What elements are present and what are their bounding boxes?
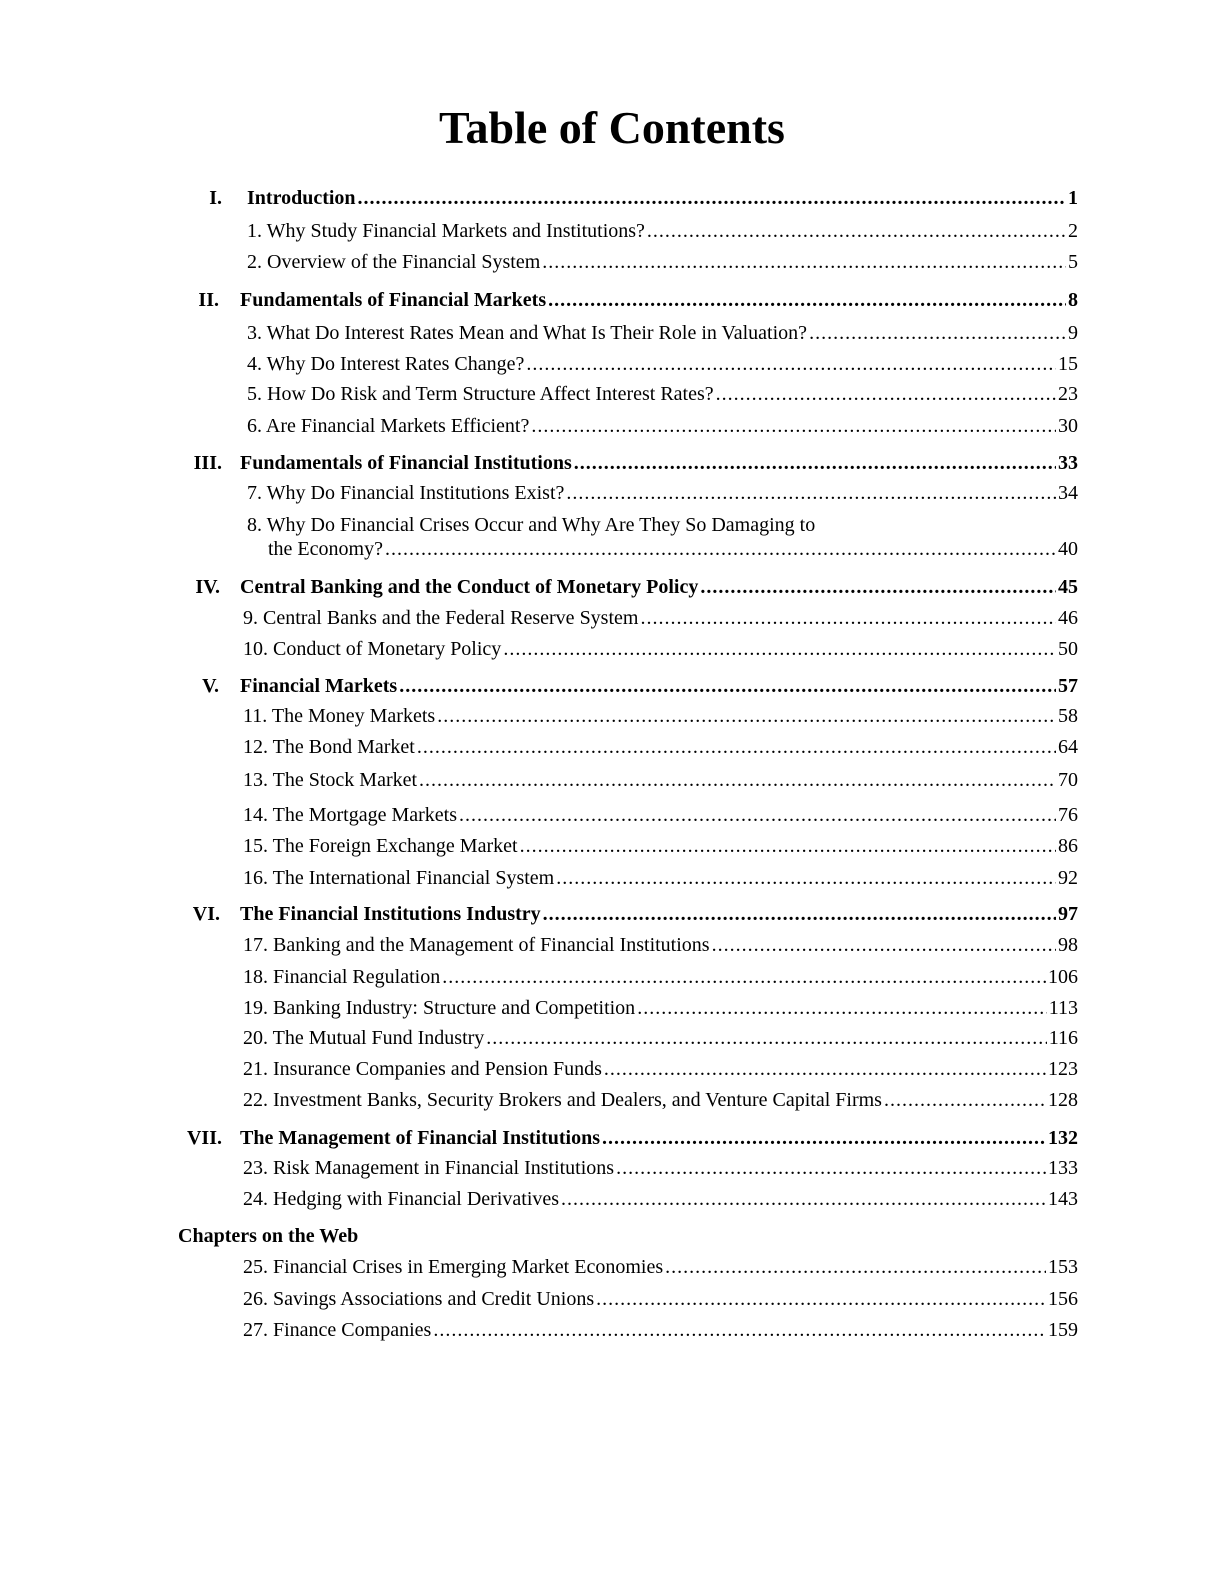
dot-leader bbox=[884, 1087, 1046, 1113]
chapter-entry-title-continued: the Economy? bbox=[268, 538, 383, 560]
part-number: II. bbox=[198, 289, 219, 311]
chapter-entry-page-number: 156 bbox=[1048, 1288, 1078, 1310]
dot-leader bbox=[556, 865, 1056, 891]
part-entry-title: Central Banking and the Conduct of Monetary Policy bbox=[240, 576, 699, 598]
part-entry-page-number: 1 bbox=[1068, 187, 1078, 209]
part-entry bbox=[240, 450, 1078, 476]
chapter-entry-title: 24. Hedging with Financial Derivatives bbox=[243, 1188, 560, 1210]
dot-leader bbox=[665, 1254, 1046, 1280]
part-number: III. bbox=[193, 452, 222, 474]
chapter-entry-title: 21. Insurance Companies and Pension Funds bbox=[243, 1058, 602, 1080]
part-entry bbox=[240, 574, 1078, 600]
dot-leader bbox=[604, 1056, 1046, 1082]
chapter-entry-title: 1. Why Study Financial Markets and Institutions? bbox=[247, 220, 645, 242]
dot-leader bbox=[616, 1155, 1046, 1181]
part-entry-title: Financial Markets bbox=[240, 675, 398, 697]
part-entry-page-number: 45 bbox=[1058, 576, 1078, 598]
chapter-entry-title: 12. The Bond Market bbox=[243, 736, 415, 758]
chapter-entry bbox=[243, 1056, 1078, 1082]
page-title: Table of Contents bbox=[439, 102, 785, 153]
web-chapters-heading: Chapters on the Web bbox=[178, 1225, 359, 1247]
part-number: I. bbox=[209, 187, 222, 209]
dot-leader bbox=[543, 901, 1056, 927]
part-entry bbox=[240, 287, 1078, 313]
chapter-entry-page-number: 98 bbox=[1058, 934, 1078, 956]
dot-leader bbox=[809, 320, 1066, 346]
chapter-entry bbox=[243, 1186, 1078, 1212]
chapter-entry-title: 2. Overview of the Financial System bbox=[247, 251, 541, 273]
chapter-entry-page-number: 9 bbox=[1068, 322, 1078, 344]
chapter-entry-title: 4. Why Do Interest Rates Change? bbox=[247, 353, 525, 375]
part-number: VI. bbox=[192, 903, 220, 925]
chapter-entry-page-number: 23 bbox=[1058, 383, 1078, 405]
chapter-entry-title: 7. Why Do Financial Institutions Exist? bbox=[247, 482, 565, 504]
part-entry bbox=[247, 185, 1078, 211]
part-entry bbox=[240, 1125, 1078, 1151]
chapter-entry-page-number: 30 bbox=[1058, 415, 1078, 437]
chapter-entry bbox=[268, 536, 1078, 562]
chapter-entry-title: 22. Investment Banks, Security Brokers and Dealers, and Venture Capital Firms bbox=[243, 1089, 882, 1111]
dot-leader bbox=[531, 413, 1056, 439]
chapter-entry bbox=[243, 995, 1078, 1021]
part-entry-title: The Management of Financial Institutions bbox=[240, 1127, 601, 1149]
chapter-entry-title: 6. Are Financial Markets Efficient? bbox=[247, 415, 530, 437]
chapter-entry-page-number: 133 bbox=[1048, 1157, 1078, 1179]
dot-leader bbox=[417, 734, 1056, 760]
dot-leader bbox=[358, 185, 1066, 211]
chapter-entry bbox=[247, 320, 1078, 346]
chapter-entry bbox=[243, 833, 1078, 859]
part-entry-page-number: 97 bbox=[1058, 903, 1078, 925]
chapter-entry-page-number: 128 bbox=[1048, 1089, 1078, 1111]
dot-leader bbox=[433, 1317, 1046, 1343]
part-entry-title: Introduction bbox=[247, 187, 356, 209]
dot-leader bbox=[419, 767, 1056, 793]
chapter-entry-page-number: 34 bbox=[1058, 482, 1078, 504]
chapter-entry bbox=[247, 413, 1078, 439]
chapter-entry bbox=[243, 1286, 1078, 1312]
chapter-entry bbox=[243, 1155, 1078, 1181]
chapter-entry-page-number: 40 bbox=[1058, 538, 1078, 560]
chapter-entry-page-number: 92 bbox=[1058, 867, 1078, 889]
chapter-entry-page-number: 5 bbox=[1068, 251, 1078, 273]
chapter-entry bbox=[247, 480, 1078, 506]
chapter-entry-title: 26. Savings Associations and Credit Unions bbox=[243, 1288, 595, 1310]
chapter-entry-page-number: 153 bbox=[1048, 1256, 1078, 1278]
part-entry-title: The Financial Institutions Industry bbox=[240, 903, 541, 925]
chapter-entry-title: 23. Risk Management in Financial Institutions bbox=[243, 1157, 615, 1179]
chapter-entry-page-number: 2 bbox=[1068, 220, 1078, 242]
chapter-entry-title: 11. The Money Markets bbox=[243, 705, 436, 727]
dot-leader bbox=[561, 1186, 1046, 1212]
chapter-entry-title: 18. Financial Regulation bbox=[243, 966, 441, 988]
chapter-entry-title: 8. Why Do Financial Crises Occur and Why Are They So Damaging to bbox=[247, 514, 816, 536]
dot-leader bbox=[399, 673, 1056, 699]
dot-leader bbox=[542, 249, 1066, 275]
chapter-entry bbox=[243, 605, 1078, 631]
chapter-entry-page-number: 116 bbox=[1048, 1027, 1078, 1049]
part-entry bbox=[240, 673, 1078, 699]
chapter-entry bbox=[243, 767, 1078, 793]
chapter-entry-title: 5. How Do Risk and Term Structure Affect Interest Rates? bbox=[247, 383, 714, 405]
chapter-entry-title: 20. The Mutual Fund Industry bbox=[243, 1027, 485, 1049]
dot-leader bbox=[596, 1286, 1046, 1312]
part-entry bbox=[240, 901, 1078, 927]
chapter-entry bbox=[243, 1087, 1078, 1113]
chapter-entry-page-number: 58 bbox=[1058, 705, 1078, 727]
chapter-entry bbox=[243, 865, 1078, 891]
dot-leader bbox=[637, 995, 1047, 1021]
chapter-entry-page-number: 70 bbox=[1058, 769, 1078, 791]
chapter-entry bbox=[243, 802, 1078, 828]
chapter-entry bbox=[243, 636, 1078, 662]
part-number: V. bbox=[202, 675, 219, 697]
chapter-entry bbox=[247, 351, 1078, 377]
chapter-entry-page-number: 106 bbox=[1048, 966, 1078, 988]
chapter-entry-title: 14. The Mortgage Markets bbox=[243, 804, 458, 826]
dot-leader bbox=[486, 1025, 1046, 1051]
chapter-entry bbox=[243, 1254, 1078, 1280]
chapter-entry-page-number: 50 bbox=[1058, 638, 1078, 660]
part-entry-page-number: 132 bbox=[1048, 1127, 1078, 1149]
chapter-entry-title: 10. Conduct of Monetary Policy bbox=[243, 638, 502, 660]
part-entry-page-number: 57 bbox=[1058, 675, 1078, 697]
chapter-entry-page-number: 15 bbox=[1058, 353, 1078, 375]
chapter-entry-title: 3. What Do Interest Rates Mean and What Is Their Role in Valuation? bbox=[247, 322, 808, 344]
dot-leader bbox=[566, 480, 1056, 506]
chapter-entry-title: 9. Central Banks and the Federal Reserve System bbox=[243, 607, 639, 629]
dot-leader bbox=[503, 636, 1056, 662]
part-entry-page-number: 33 bbox=[1058, 452, 1078, 474]
chapter-entry bbox=[247, 381, 1078, 407]
part-number: IV. bbox=[195, 576, 220, 598]
chapter-entry-title: 13. The Stock Market bbox=[243, 769, 418, 791]
chapter-entry bbox=[243, 734, 1078, 760]
dot-leader bbox=[548, 287, 1066, 313]
chapter-entry-page-number: 76 bbox=[1058, 804, 1078, 826]
part-entry-title: Fundamentals of Financial Markets bbox=[240, 289, 547, 311]
chapter-entry-title: 15. The Foreign Exchange Market bbox=[243, 835, 518, 857]
chapter-entry bbox=[243, 964, 1078, 990]
dot-leader bbox=[602, 1125, 1046, 1151]
dot-leader bbox=[716, 381, 1056, 407]
chapter-entry-title: 19. Banking Industry: Structure and Competition bbox=[243, 997, 636, 1019]
chapter-entry-title: 27. Finance Companies bbox=[243, 1319, 432, 1341]
chapter-entry-page-number: 86 bbox=[1058, 835, 1078, 857]
dot-leader bbox=[442, 964, 1046, 990]
chapter-entry bbox=[247, 249, 1078, 275]
chapter-entry bbox=[243, 1025, 1078, 1051]
dot-leader bbox=[574, 450, 1056, 476]
chapter-entry bbox=[243, 703, 1078, 729]
chapter-entry-page-number: 159 bbox=[1048, 1319, 1078, 1341]
chapter-entry-page-number: 123 bbox=[1048, 1058, 1078, 1080]
chapter-entry bbox=[247, 218, 1078, 244]
chapter-entry bbox=[243, 932, 1078, 958]
chapter-entry-title: 16. The International Financial System bbox=[243, 867, 555, 889]
dot-leader bbox=[526, 351, 1056, 377]
chapter-entry-page-number: 113 bbox=[1048, 997, 1078, 1019]
part-entry-page-number: 8 bbox=[1068, 289, 1078, 311]
chapter-entry bbox=[243, 1317, 1078, 1343]
dot-leader bbox=[700, 574, 1056, 600]
part-number: VII. bbox=[186, 1127, 222, 1149]
dot-leader bbox=[385, 536, 1056, 562]
dot-leader bbox=[520, 833, 1056, 859]
chapter-entry-title: 17. Banking and the Management of Financial Institutions bbox=[243, 934, 710, 956]
part-entry-title: Fundamentals of Financial Institutions bbox=[240, 452, 572, 474]
dot-leader bbox=[640, 605, 1056, 631]
chapter-entry-page-number: 46 bbox=[1058, 607, 1078, 629]
chapter-entry-page-number: 143 bbox=[1048, 1188, 1078, 1210]
dot-leader bbox=[647, 218, 1066, 244]
chapter-entry-page-number: 64 bbox=[1058, 736, 1078, 758]
chapter-entry-title: 25. Financial Crises in Emerging Market Economies bbox=[243, 1256, 664, 1278]
dot-leader bbox=[437, 703, 1056, 729]
dot-leader bbox=[712, 932, 1056, 958]
dot-leader bbox=[459, 802, 1056, 828]
